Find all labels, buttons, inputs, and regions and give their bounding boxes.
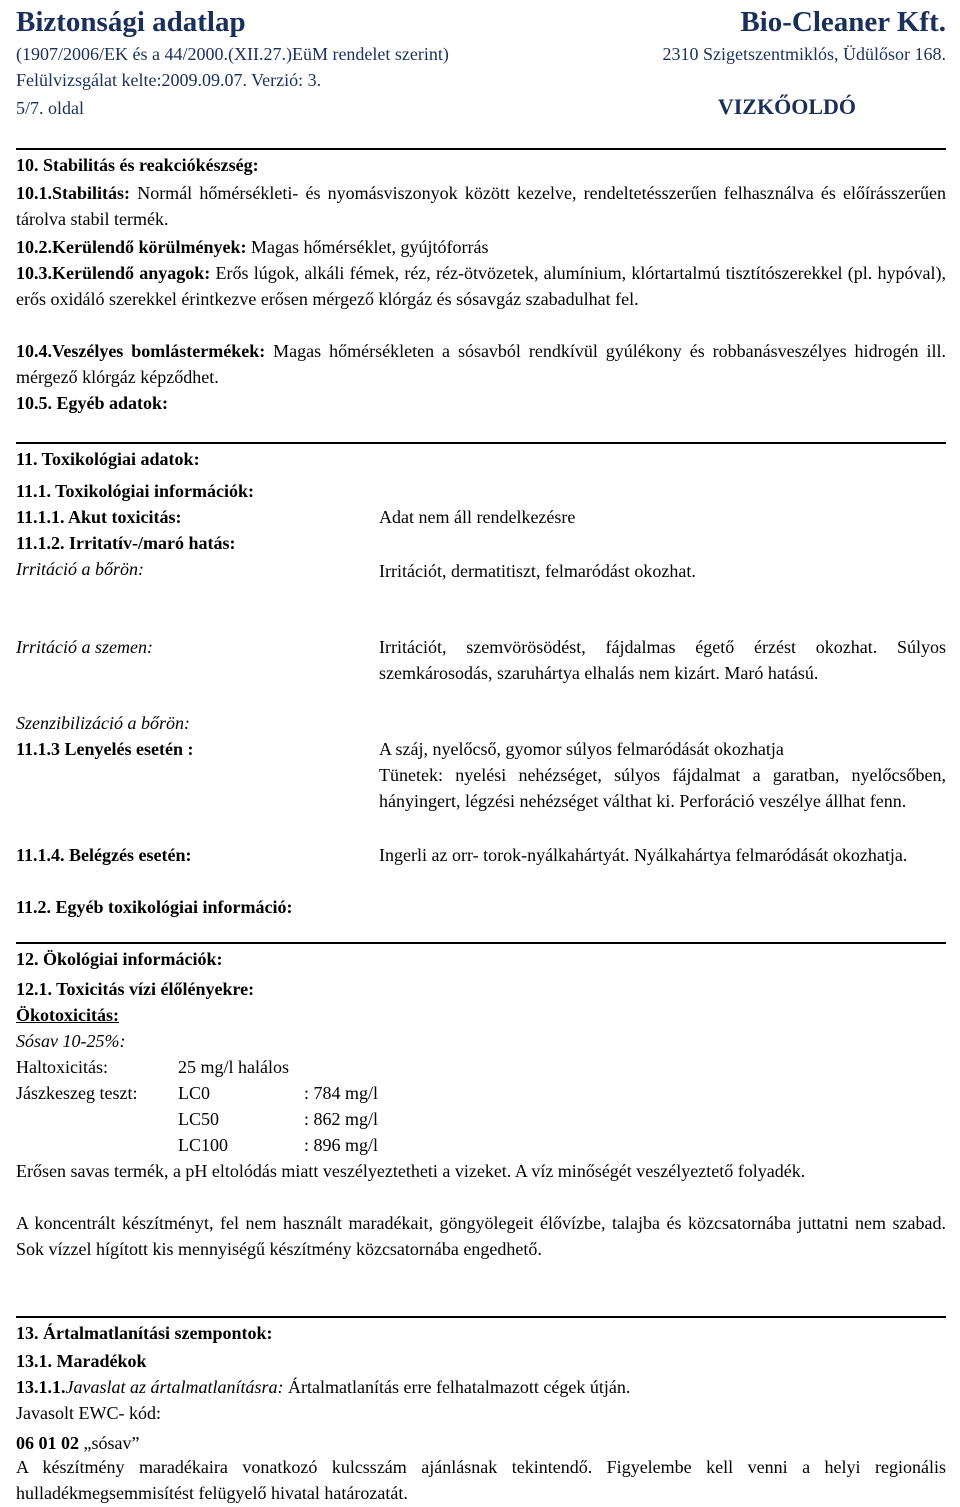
lc-value: : 784 mg/l <box>304 1083 379 1103</box>
company-address: 2310 Szigetszentmiklós, Üdülősor 168. <box>662 44 946 64</box>
s10-materials: 10.3.Kerülendő anyagok: Erős lúgok, alkáli fémek, réz, réz-ötvözetek, alumínium, klórtartalmú tisztítószerekkel (pl. hypóval), erős oxidáló szerekkel érintkezve erősen mérgező klórgáz és sósavgáz szabadulhat fel. <box>16 263 946 309</box>
s11-ingest-symptoms: Tünetek: nyelési nehézséget, súlyos fájdalmat a garatban, nyelőcsőben, hányingert, légzési nehézséget válthat ki. Perforáció veszélye állhat fenn. <box>379 765 946 811</box>
s13-final: A készítmény maradékaira vonatkozó kulcsszám ajánlásnak tekintendő. Figyelembe kell venni a helyi regionális hulladékmegsemmisítést felügyelő hivatal határozatát. <box>16 1457 946 1503</box>
section-divider <box>16 942 946 944</box>
lc-name: LC100 <box>178 1135 229 1155</box>
s13-sub1: 13.1. Maradékok <box>16 1351 147 1371</box>
s12-para2: A koncentrált készítményt, fel nem használt maradékait, göngyölegeit élővízbe, talajba és közcsatornába juttatni nem szabad. Sok vízzel hígított kis mennyiségű készítmény közcsatornába engedhető. <box>16 1213 946 1259</box>
product-name: VIZKŐOLDÓ <box>717 94 856 119</box>
section-11-title: 11. Toxikológiai adatok: <box>16 449 200 469</box>
company-name: Bio-Cleaner Kft. <box>740 6 946 38</box>
s10-stability: 10.1.Stabilitás: Normál hőmérsékleti- és nyomásviszonyok között kezelve, rendeltetésszerűen felhasználva és előírásszerűen tárolva stabil termék. <box>16 183 946 229</box>
s13-ewc-label: Javasolt EWC- kód: <box>16 1403 161 1423</box>
section-10-title: 10. Stabilitás és reakciókészség: <box>16 155 259 175</box>
document-page <box>16 0 946 1503</box>
section-13-title: 13. Ártalmatlanítási szempontok: <box>16 1323 273 1343</box>
s11-acute-value: Adat nem áll rendelkezésre <box>379 507 576 527</box>
s11-ingest-label: 11.1.3 Lenyelés esetén : <box>16 739 194 759</box>
s11-eye-label: Irritáció a szemen: <box>16 637 153 657</box>
s10-conditions: 10.2.Kerülendő körülmények: Magas hőmérséklet, gyújtóforrás <box>16 237 489 257</box>
s10-other: 10.5. Egyéb adatok: <box>16 393 169 413</box>
s11-irritant-label: 11.1.2. Irritatív-/maró hatás: <box>16 533 236 553</box>
section-divider <box>16 442 946 444</box>
s12-sub1: 12.1. Toxicitás vízi élőlényekre: <box>16 979 255 999</box>
doc-title: Biztonsági adatlap <box>16 6 246 38</box>
s11-inhal-label: 11.1.4. Belégzés esetén: <box>16 845 192 865</box>
s12-daphnia-label: Jászkeszeg teszt: <box>16 1083 138 1103</box>
s11-sub1: 11.1. Toxikológiai információk: <box>16 481 255 501</box>
section-divider <box>16 1316 946 1318</box>
s12-para1: Erősen savas termék, a pH eltolódás miatt veszélyeztetheti a vizeket. A víz minőségét veszélyeztető folyadék. <box>16 1161 806 1181</box>
s11-skin-value: Irritációt, dermatitiszt, felmaródást okozhat. <box>379 561 696 581</box>
s12-fish-value: 25 mg/l halálos <box>178 1057 289 1077</box>
s11-acute-label: 11.1.1. Akut toxicitás: <box>16 507 182 527</box>
section-12-title: 12. Ökológiai információk: <box>16 949 223 969</box>
regulation-text: (1907/2006/EK és a 44/2000.(XII.27.)EüM rendelet szerint) <box>16 44 449 64</box>
s11-eye-value: Irritációt, szemvörösödést, fájdalmas égető érzést okozhat. Súlyos szemkárosodás, szaruhártya elhalás nem kizárt. Maró hatású. <box>379 637 946 683</box>
lc-name: LC50 <box>178 1109 220 1129</box>
s12-fish-label: Haltoxicitás: <box>16 1057 108 1077</box>
s12-substance: Sósav 10-25%: <box>16 1031 126 1051</box>
page-number: 5/7. oldal <box>16 98 84 118</box>
section-divider <box>16 148 946 150</box>
revision-text: Felülvizsgálat kelte:2009.09.07. Verzió: 3. <box>16 70 322 90</box>
lc-name: LC0 <box>178 1083 211 1103</box>
s11-other-label: 11.2. Egyéb toxikológiai információ: <box>16 897 293 917</box>
lc-value: : 862 mg/l <box>304 1109 379 1129</box>
s13-ewc-code: 06 01 02 „sósav” <box>16 1433 140 1453</box>
s11-sens-label: Szenzibilizáció a bőrön: <box>16 713 190 733</box>
s12-eco: Ökotoxicitás: <box>16 1005 119 1025</box>
document-header <box>16 0 946 130</box>
s13-suggestion: 13.1.1.Javaslat az ártalmatlanításra: Ártalmatlanítás erre felhatalmazott cégek útján. <box>16 1377 631 1397</box>
lc-value: : 896 mg/l <box>304 1135 379 1155</box>
s11-skin-label: Irritáció a bőrön: <box>16 559 144 579</box>
s10-decomposition: 10.4.Veszélyes bomlástermékek: Magas hőmérsékleten a sósavból rendkívül gyúlékony és robbanásveszélyes hidrogén ill. mérgező klórgáz képződhet. <box>16 341 946 387</box>
s11-inhal-value: Ingerli az orr- torok-nyálkahártyát. Nyálkahártya felmaródását okozhatja. <box>379 845 908 865</box>
s11-ingest-value: A száj, nyelőcső, gyomor súlyos felmaródását okozhatja <box>379 739 784 759</box>
